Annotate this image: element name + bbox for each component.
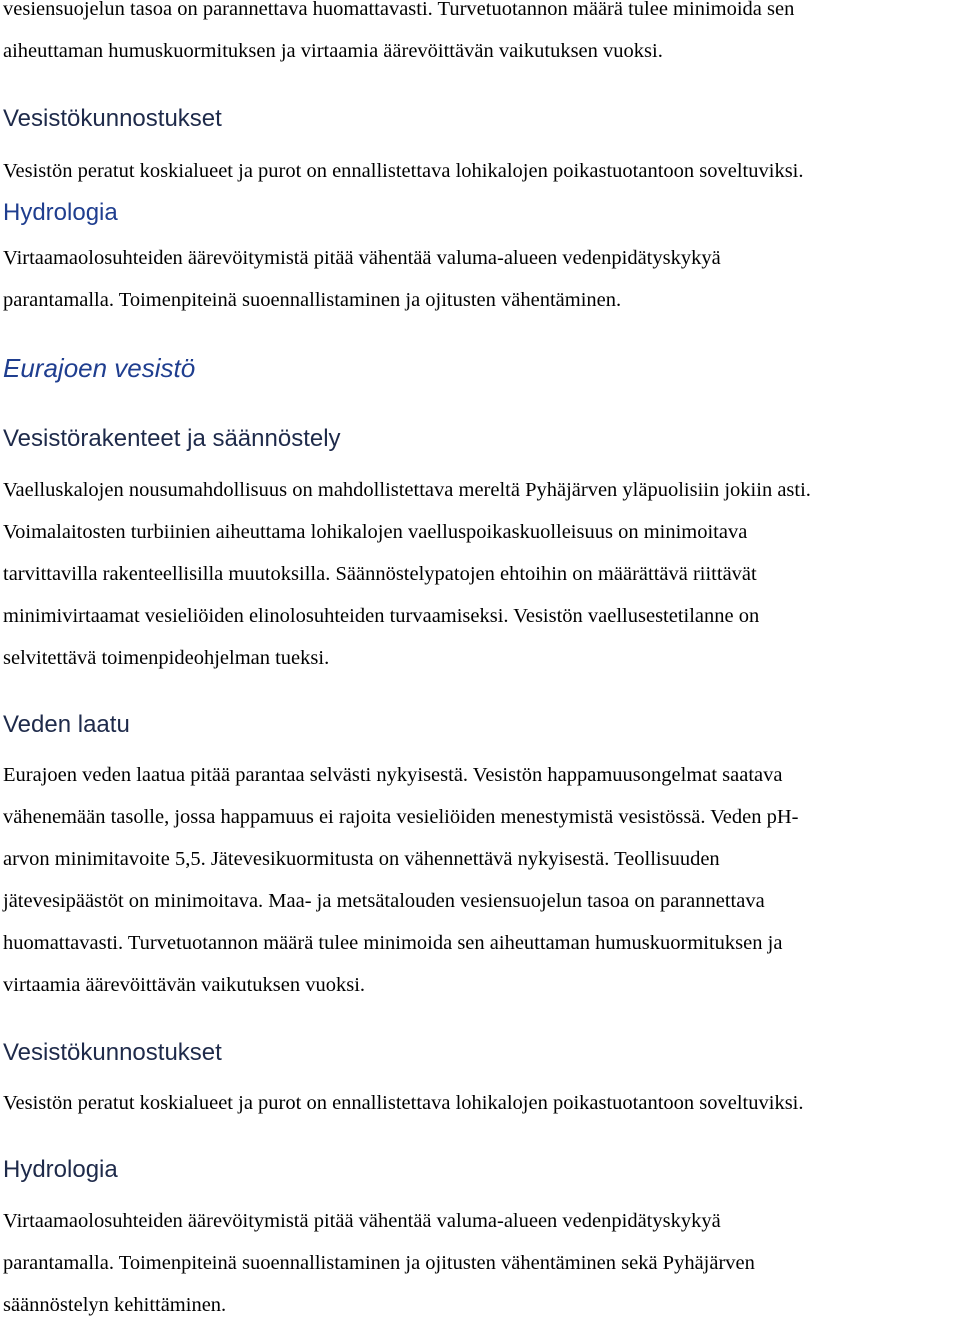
paragraph-line: huomattavasti. Turvetuotannon määrä tulee minimoida sen aiheuttaman humuskuormituksen ja (3, 932, 783, 954)
paragraph-line: aiheuttaman humuskuormituksen ja virtaamia äärevöittävän vaikutuksen vuoksi. (3, 40, 663, 62)
paragraph-line: Voimalaitosten turbiinien aiheuttama lohikalojen vaelluspoikaskuolleisuus on minimoitava (3, 521, 748, 543)
section-heading-hydrologia: Hydrologia (3, 1156, 118, 1183)
paragraph-line: Virtaamaolosuhteiden äärevöitymistä pitää vähentää valuma-alueen vedenpidätyskykyä (3, 247, 721, 269)
paragraph-line: virtaamia äärevöittävän vaikutuksen vuoksi. (3, 974, 366, 996)
section-heading-veden-laatu: Veden laatu (3, 711, 130, 738)
section-heading-vesistokunnostukset: Vesistökunnostukset (3, 1039, 222, 1066)
paragraph-line: minimivirtaamat vesieliöiden elinolosuhteiden turvaamiseksi. Vesistön vaellusestetilanne on (3, 605, 760, 627)
paragraph-line: vähenemään tasolle, jossa happamuus ei rajoita vesieliöiden menestymistä vesistössä. Veden pH- (3, 806, 799, 828)
paragraph-line: parantamalla. Toimenpiteinä suoennallistaminen ja ojitusten vähentäminen. (3, 289, 622, 311)
paragraph-line: jätevesipäästöt on minimoitava. Maa- ja metsätalouden vesiensuojelun tasoa on parannettava (3, 890, 765, 912)
paragraph-line: arvon minimitavoite 5,5. Jätevesikuormitusta on vähennettävä nykyisestä. Teollisuuden (3, 848, 720, 870)
paragraph-line: Vesistön peratut koskialueet ja purot on ennallistettava lohikalojen poikastuotantoon soveltuviksi. (3, 1092, 804, 1114)
paragraph-line: Vaelluskalojen nousumahdollisuus on mahdollistettava mereltä Pyhäjärven yläpuolisiin jokiin asti. (3, 479, 811, 501)
paragraph-line: säännöstelyn kehittäminen. (3, 1294, 227, 1316)
paragraph-line: Eurajoen veden laatua pitää parantaa selvästi nykyisestä. Vesistön happamuusongelmat saatava (3, 764, 783, 786)
paragraph-line: tarvittavilla rakenteellisilla muutoksilla. Säännöstelypatojen ehtoihin on määrättävä riittävät (3, 563, 757, 585)
chapter-heading-eurajoen-vesisto: Eurajoen vesistö (3, 353, 196, 383)
paragraph-line: vesiensuojelun tasoa on parannettava huomattavasti. Turvetuotannon määrä tulee minimoida sen (3, 0, 795, 20)
section-heading-vesistorakenteet: Vesistörakenteet ja säännöstely (3, 425, 341, 452)
paragraph-line: Vesistön peratut koskialueet ja purot on ennallistettava lohikalojen poikastuotantoon soveltuviksi. (3, 160, 804, 182)
section-heading-vesistokunnostukset: Vesistökunnostukset (3, 105, 222, 132)
paragraph-line: Virtaamaolosuhteiden äärevöitymistä pitää vähentää valuma-alueen vedenpidätyskykyä (3, 1210, 721, 1232)
section-heading-hydrologia: Hydrologia (3, 199, 118, 226)
paragraph-line: selvitettävä toimenpideohjelman tueksi. (3, 647, 330, 669)
paragraph-line: parantamalla. Toimenpiteinä suoennallistaminen ja ojitusten vähentäminen sekä Pyhäjärven (3, 1252, 755, 1274)
